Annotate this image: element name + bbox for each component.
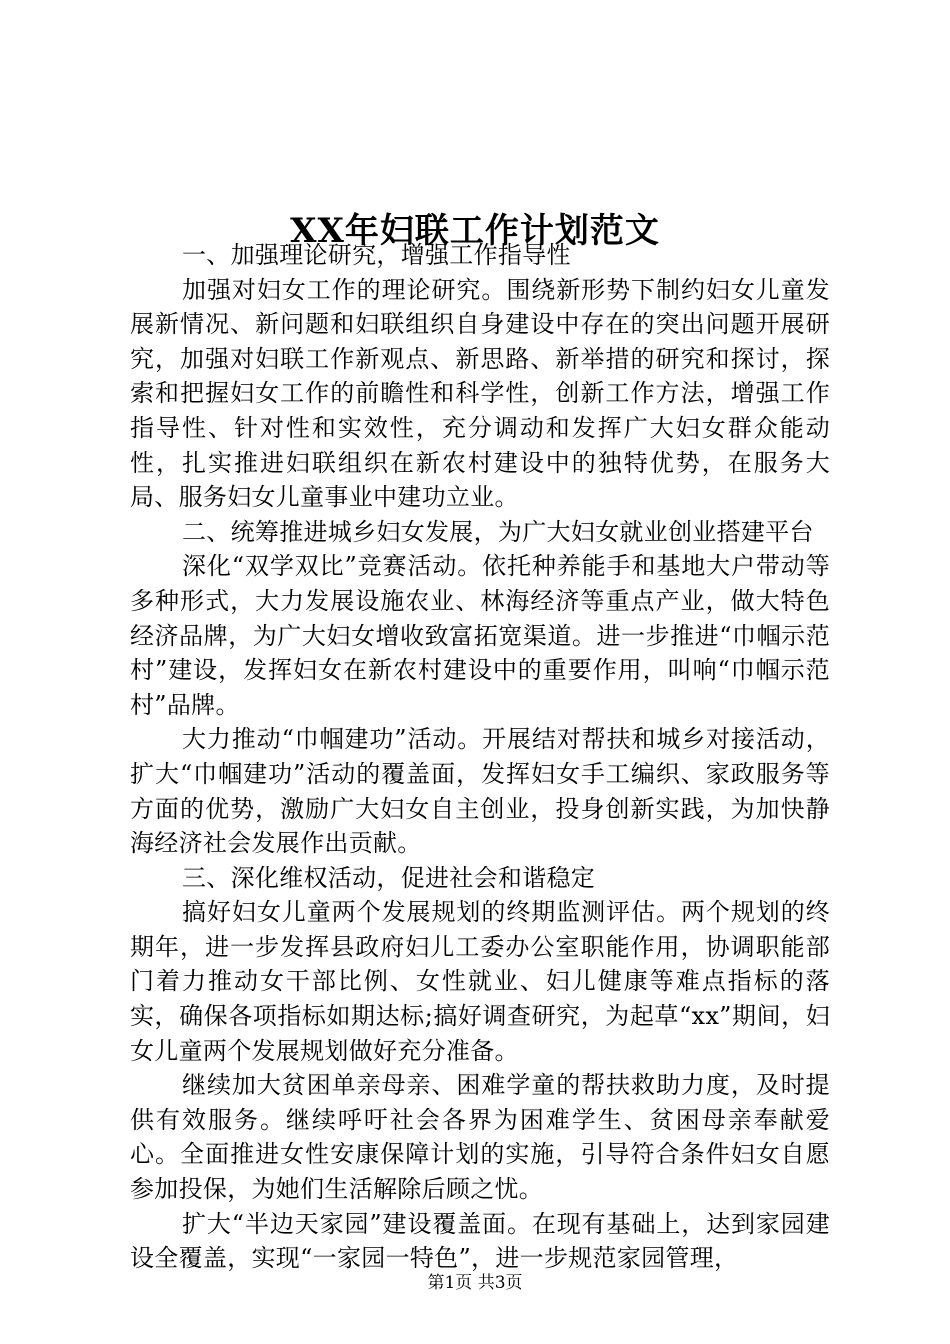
document-title: XX年妇联工作计划范文 xyxy=(290,210,660,251)
section-heading-2: 二、统筹推进城乡妇女发展，为广大妇女就业创业搭建平台 xyxy=(182,517,814,546)
page-footer: 第1页 共3页 xyxy=(427,1273,523,1293)
paragraph: 继续加大贫困单亲母亲、困难学童的帮扶救助力度，及时提供有效服务。继续呼吁社会各界为困难学生、贫困母亲奉献爱心。全面推进女性安康保障计划的实施，引导符合条件妇女自愿参加投保，为她们生活解除后顾之忧。 xyxy=(130,1071,830,1204)
paragraph: 深化“双学双比”竞赛活动。依托种养能手和基地大户带动等多种形式，大力发展设施农业、林海经济等重点产业，做大特色经济品牌，为广大妇女增收致富拓宽渠道。进一步推进“巾帼示范村”建设，发挥妇女在新农村建设中的重要作用，叫响“巾帼示范村”品牌。 xyxy=(130,552,830,719)
paragraph: 加强对妇女工作的理论研究。围绕新形势下制约妇女儿童发展新情况、新问题和妇联组织自身建设中存在的突出问题开展研究，加强对妇联工作新观点、新思路、新举措的研究和探讨，探索和把握妇女工作的前瞻性和科学性，创新工作方法，增强工作指导性、针对性和实效性，充分调动和发挥广大妇女群众能动性，扎实推进妇联组织在新农村建设中的独特优势，在服务大局、服务妇女儿童事业中建功立业。 xyxy=(130,275,830,512)
paragraph: 大力推动“巾帼建功”活动。开展结对帮扶和城乡对接活动，扩大“巾帼建功”活动的覆盖面，发挥妇女手工编织、家政服务等方面的优势，激励广大妇女自主创业，投身创新实践，为加快静海经济社会发展作出贡献。 xyxy=(130,725,830,858)
document-body xyxy=(130,238,830,1276)
paragraph: 扩大“半边天家园”建设覆盖面。在现有基础上，达到家园建设全覆盖，实现“一家园一特色”，进一步规范家园管理， xyxy=(130,1209,830,1273)
section-heading-3: 三、深化维权活动，促进社会和谐稳定 xyxy=(182,863,596,892)
paragraph: 搞好妇女儿童两个发展规划的终期监测评估。两个规划的终期年，进一步发挥县政府妇儿工委办公室职能作用，协调职能部门着力推动女干部比例、女性就业、妇儿健康等难点指标的落实，确保各项指标如期达标;搞好调查研究，为起草“xx”期间，妇女儿童两个发展规划做好充分准备。 xyxy=(130,898,830,1065)
section-heading-1: 一、加强理论研究，增强工作指导性 xyxy=(182,241,571,269)
